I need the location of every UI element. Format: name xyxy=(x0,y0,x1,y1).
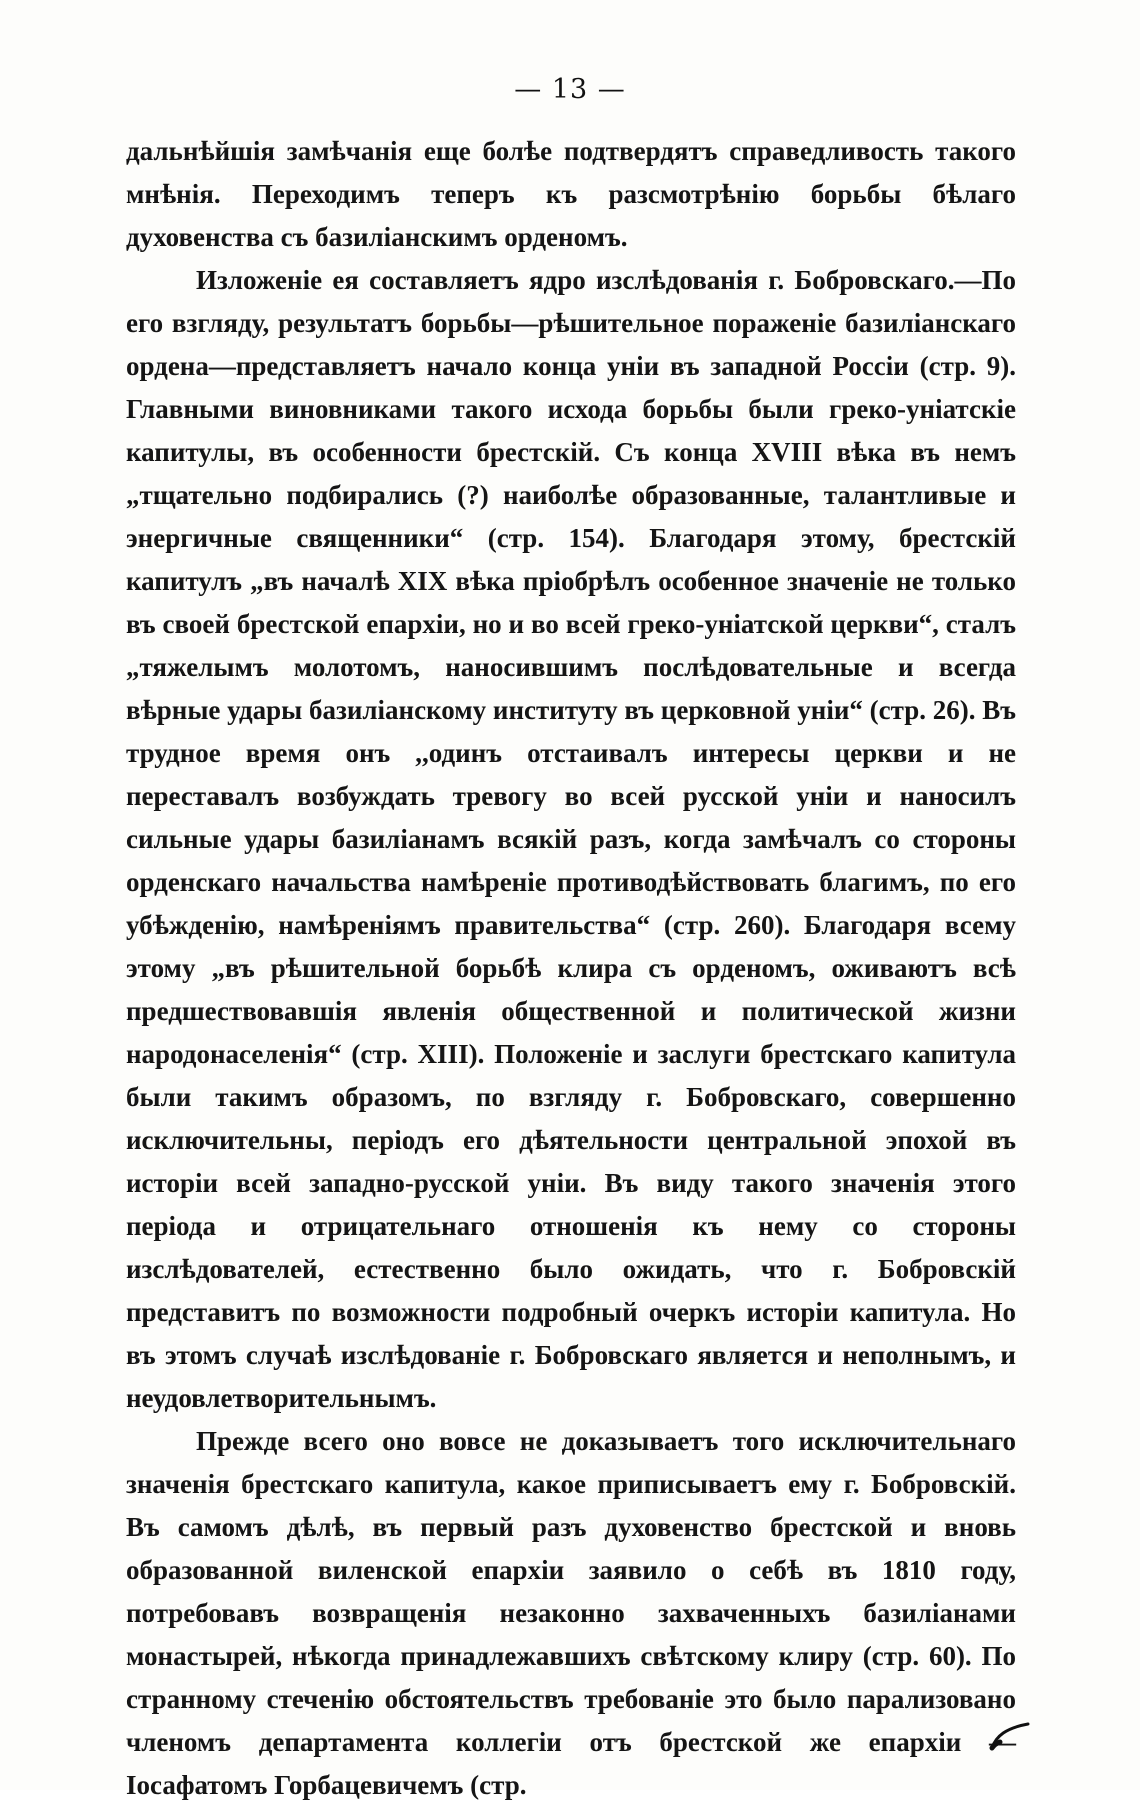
body-text xyxy=(126,130,1016,1807)
paragraph-continuation: дальнѣйшія замѣчанія еще болѣе подтвердятъ справедливость такого мнѣнія. Переходимъ теперъ къ разсмотрѣнію борьбы бѣлаго духовенства съ базиліанскимъ орденомъ. xyxy=(126,136,1016,252)
page-number: — 13 — xyxy=(514,74,626,105)
ink-mark-icon xyxy=(988,1718,1034,1752)
paragraph-exposition: Изложеніе ея составляетъ ядро изслѣдованія г. Бобровскаго.—По его взгляду, результатъ борьбы—рѣшительное пораженіе базиліанскаго ордена—представляетъ начало конца уніи въ западной Россіи (стр. 9). Главными виновниками такого исхода борьбы были греко-уніатскіе капитулы, въ особенности брестскій. Съ конца XVIII вѣка въ немъ „тщательно подбирались (?) наиболѣе образованные, талантливые и энергичные священники“ (стр. 154). Благодаря этому, брестскій капитулъ „въ началѣ XIX вѣка пріобрѣлъ особенное значеніе не только въ своей брестской епархіи, но и во всей греко-уніатской церкви“, сталъ „тяжелымъ молотомъ, наносившимъ послѣдовательные и всегда вѣрные удары базиліанскому институту въ церковной уніи“ (стр. 26). Въ трудное время онъ ,,одинъ отстаивалъ интересы церкви и не переставалъ возбуждать тревогу во всей русской уніи и наносилъ сильные удары базиліанамъ всякій разъ, когда замѣчалъ со стороны орденскаго начальства намѣреніе противодѣйствовать благимъ, по его убѣжденію, намѣреніямъ правительства“ (стр. 260). Благодаря всему этому „въ рѣшительной борьбѣ клира съ орденомъ, оживаютъ всѣ предшествовавшія явленія общественной и политической жизни народонаселенія“ (стр. XIII). Положеніе и заслуги брестскаго капитула были такимъ образомъ, по взгляду г. Бобровскаго, совершенно исключительны, періодъ его дѣятельности центральной эпохой въ исторіи всей западно-русской уніи. Въ виду такого значенія этого періода и отрицательнаго отношенія къ нему со стороны изслѣдователей, естественно было ожидать, что г. Бобровскій представитъ по возможности подробный очеркъ исторіи капитула. Но въ этомъ случаѣ изслѣдованіе г. Бобровскаго является и неполнымъ, и неудовлетворительнымъ. xyxy=(126,265,1016,1413)
paragraph-critique: Прежде всего оно вовсе не доказываетъ того исключительнаго значенія брестскаго капитула, какое приписываетъ ему г. Бобровскій. Въ самомъ дѣлѣ, въ первый разъ духовенство брестской и вновь образованной виленской епархіи заявило о себѣ въ 1810 году, потребовавъ возвращенія незаконно захваченныхъ базиліанами монастырей, нѣкогда принадлежавшихъ свѣтскому клиру (стр. 60). По странному стеченію обстоятельствъ требованіе это было парализовано членомъ департамента коллегіи отъ брестской же епархіи — Іосафатомъ Горбацевичемъ (стр. xyxy=(126,1426,1016,1800)
